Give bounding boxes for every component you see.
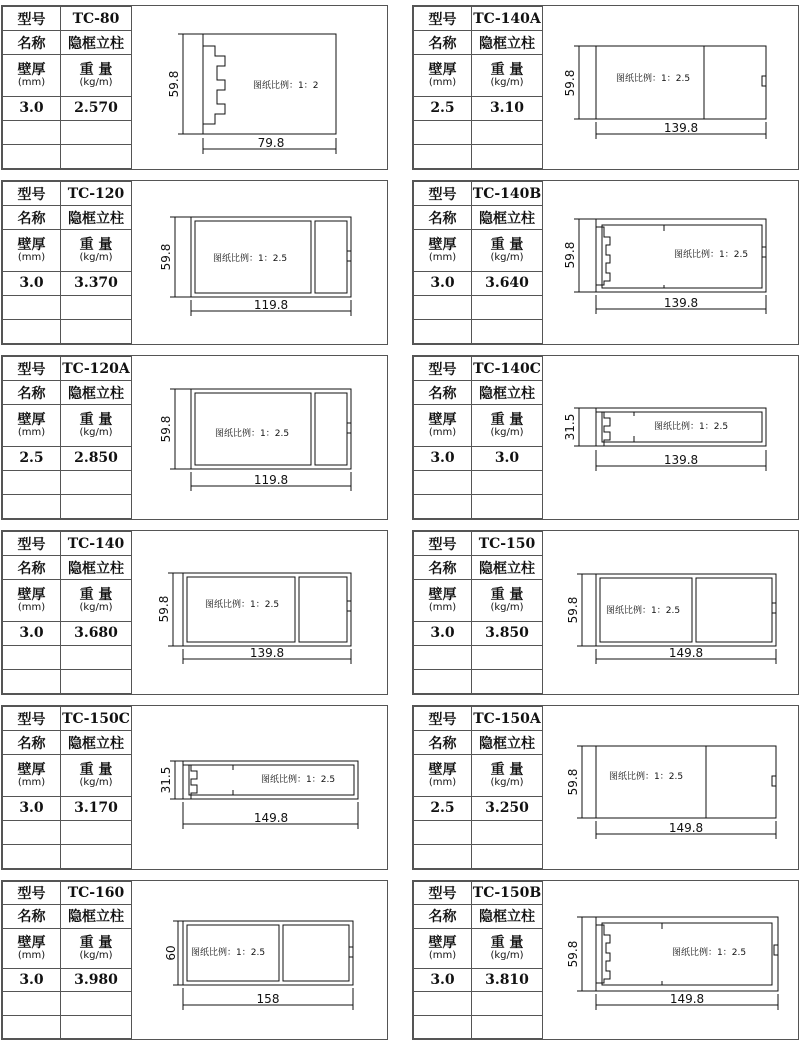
- model-value: TC-150B: [472, 882, 543, 905]
- weight-header: 重 量 (kg/m): [61, 230, 132, 272]
- height-dimension: 31.5: [159, 766, 173, 794]
- profile-drawing: [544, 531, 798, 694]
- empty-cell: [61, 319, 132, 343]
- empty-cell: [414, 820, 472, 844]
- profile-drawing: [544, 6, 798, 169]
- profile-drawing: [544, 356, 798, 519]
- name-label: 名称: [3, 731, 61, 755]
- thickness-value: 3.0: [3, 796, 61, 820]
- height-dimension: 31.5: [563, 413, 577, 441]
- profile-drawing: [544, 881, 798, 1039]
- empty-cell: [414, 1015, 472, 1038]
- weight-header: 重 量 (kg/m): [472, 230, 543, 272]
- name-value: 隐框立柱: [472, 556, 543, 580]
- height-dimension: 59.8: [563, 241, 577, 269]
- empty-cell: [472, 645, 543, 669]
- empty-cell: [3, 144, 61, 168]
- empty-cell: [472, 295, 543, 319]
- width-dimension: 139.8: [663, 453, 699, 467]
- thickness-header: 壁厚 (mm): [3, 580, 61, 622]
- name-value: 隐框立柱: [472, 731, 543, 755]
- weight-value: 3.10: [472, 96, 543, 120]
- profile-card: [1, 530, 388, 695]
- thickness-value: 3.0: [3, 96, 61, 120]
- scale-note: 图纸比例：1：2.5: [606, 606, 681, 616]
- weight-header: 重 量 (kg/m): [61, 928, 132, 968]
- spec-table: [2, 181, 132, 344]
- height-dimension: 59.8: [566, 940, 580, 968]
- model-label: 型号: [414, 882, 472, 905]
- width-dimension: 139.8: [663, 296, 699, 310]
- weight-header: 重 量 (kg/m): [61, 55, 132, 97]
- empty-cell: [3, 319, 61, 343]
- scale-note: 图纸比例：1：2.5: [616, 74, 691, 84]
- weight-header: 重 量 (kg/m): [472, 755, 543, 797]
- height-dimension: 59.8: [159, 415, 173, 443]
- model-label: 型号: [414, 532, 472, 556]
- profile-card: [412, 530, 799, 695]
- spec-table: [2, 531, 132, 694]
- model-value: TC-140: [61, 532, 132, 556]
- empty-cell: [3, 844, 61, 868]
- scale-note: 图纸比例：1：2.5: [205, 600, 280, 610]
- height-dimension: 59.8: [159, 243, 173, 271]
- empty-cell: [414, 992, 472, 1015]
- name-value: 隐框立柱: [61, 31, 132, 55]
- spec-table: [2, 356, 132, 519]
- empty-cell: [3, 1015, 61, 1038]
- empty-cell: [472, 844, 543, 868]
- scale-note: 图纸比例：1：2.5: [672, 948, 747, 958]
- thickness-header: 壁厚 (mm): [414, 55, 472, 97]
- empty-cell: [61, 992, 132, 1015]
- name-label: 名称: [3, 206, 61, 230]
- profile-drawing: [133, 6, 387, 169]
- empty-cell: [472, 319, 543, 343]
- empty-cell: [414, 844, 472, 868]
- model-value: TC-140C: [472, 357, 543, 381]
- name-value: 隐框立柱: [61, 206, 132, 230]
- model-value: TC-160: [61, 882, 132, 905]
- profile-card: [412, 880, 799, 1040]
- weight-header: 重 量 (kg/m): [472, 55, 543, 97]
- empty-cell: [414, 319, 472, 343]
- width-dimension: 149.8: [668, 821, 704, 835]
- model-label: 型号: [3, 357, 61, 381]
- height-dimension: 60: [164, 945, 178, 961]
- name-label: 名称: [3, 905, 61, 928]
- name-label: 名称: [3, 381, 61, 405]
- weight-value: 3.850: [472, 621, 543, 645]
- width-dimension: 119.8: [253, 298, 289, 312]
- spec-table: [2, 881, 132, 1039]
- thickness-value: 2.5: [414, 796, 472, 820]
- spec-table: [413, 181, 543, 344]
- empty-cell: [3, 820, 61, 844]
- profile-drawing: [133, 531, 387, 694]
- name-label: 名称: [414, 731, 472, 755]
- model-label: 型号: [3, 707, 61, 731]
- empty-cell: [61, 144, 132, 168]
- model-value: TC-140B: [472, 182, 543, 206]
- height-dimension: 59.8: [566, 768, 580, 796]
- name-value: 隐框立柱: [61, 556, 132, 580]
- profile-drawing: [133, 881, 387, 1039]
- model-label: 型号: [3, 532, 61, 556]
- spec-table: [2, 706, 132, 869]
- weight-header: 重 量 (kg/m): [472, 580, 543, 622]
- profile-card: [1, 355, 388, 520]
- thickness-header: 壁厚 (mm): [414, 580, 472, 622]
- weight-value: 3.640: [472, 271, 543, 295]
- thickness-value: 3.0: [414, 446, 472, 470]
- empty-cell: [3, 645, 61, 669]
- empty-cell: [414, 144, 472, 168]
- profile-card: [412, 5, 799, 170]
- height-dimension: 59.8: [157, 595, 171, 623]
- name-value: 隐框立柱: [472, 381, 543, 405]
- scale-note: 图纸比例：1：2.5: [654, 422, 729, 432]
- empty-cell: [3, 295, 61, 319]
- width-dimension: 158: [256, 992, 280, 1006]
- height-dimension: 59.8: [566, 596, 580, 624]
- model-label: 型号: [414, 357, 472, 381]
- thickness-header: 壁厚 (mm): [3, 230, 61, 272]
- scale-note: 图纸比例：1：2.5: [213, 254, 288, 264]
- weight-value: 3.170: [61, 796, 132, 820]
- empty-cell: [414, 494, 472, 518]
- model-value: TC-80: [61, 7, 132, 31]
- spec-table: [413, 356, 543, 519]
- empty-cell: [61, 295, 132, 319]
- thickness-header: 壁厚 (mm): [3, 55, 61, 97]
- empty-cell: [414, 470, 472, 494]
- weight-value: 3.250: [472, 796, 543, 820]
- spec-table: [413, 881, 543, 1039]
- name-label: 名称: [414, 381, 472, 405]
- thickness-header: 壁厚 (mm): [3, 405, 61, 447]
- name-value: 隐框立柱: [472, 31, 543, 55]
- weight-value: 3.810: [472, 968, 543, 991]
- empty-cell: [3, 992, 61, 1015]
- model-value: TC-140A: [472, 7, 543, 31]
- empty-cell: [3, 494, 61, 518]
- empty-cell: [61, 844, 132, 868]
- name-label: 名称: [3, 556, 61, 580]
- thickness-value: 2.5: [414, 96, 472, 120]
- profile-drawing: [544, 181, 798, 344]
- width-dimension: 149.8: [669, 992, 705, 1006]
- scale-note: 图纸比例：1：2.5: [191, 948, 266, 958]
- weight-value: 3.980: [61, 968, 132, 991]
- empty-cell: [472, 992, 543, 1015]
- name-label: 名称: [414, 31, 472, 55]
- scale-note: 图纸比例：1：2.5: [261, 775, 336, 785]
- weight-header: 重 量 (kg/m): [61, 580, 132, 622]
- spec-table: [413, 706, 543, 869]
- profile-drawing: [544, 706, 798, 869]
- name-value: 隐框立柱: [61, 381, 132, 405]
- thickness-value: 2.5: [3, 446, 61, 470]
- thickness-header: 壁厚 (mm): [414, 405, 472, 447]
- height-dimension: 59.8: [167, 70, 181, 98]
- model-label: 型号: [3, 882, 61, 905]
- width-dimension: 119.8: [253, 473, 289, 487]
- name-label: 名称: [414, 556, 472, 580]
- model-value: TC-150A: [472, 707, 543, 731]
- empty-cell: [472, 669, 543, 693]
- thickness-value: 3.0: [414, 968, 472, 991]
- weight-value: 2.850: [61, 446, 132, 470]
- profile-card: [1, 180, 388, 345]
- weight-value: 3.370: [61, 271, 132, 295]
- empty-cell: [472, 120, 543, 144]
- empty-cell: [3, 470, 61, 494]
- profile-card: [1, 705, 388, 870]
- name-value: 隐框立柱: [472, 206, 543, 230]
- scale-note: 图纸比例：1：2.5: [674, 250, 749, 260]
- thickness-value: 3.0: [3, 271, 61, 295]
- empty-cell: [61, 120, 132, 144]
- name-label: 名称: [3, 31, 61, 55]
- weight-header: 重 量 (kg/m): [472, 405, 543, 447]
- model-value: TC-150C: [61, 707, 132, 731]
- empty-cell: [472, 1015, 543, 1038]
- empty-cell: [472, 144, 543, 168]
- empty-cell: [414, 669, 472, 693]
- spec-table: [413, 6, 543, 169]
- profile-outline: [596, 746, 776, 818]
- spec-table: [2, 6, 132, 169]
- thickness-header: 壁厚 (mm): [414, 230, 472, 272]
- scale-note: 图纸比例：1：2.5: [609, 772, 684, 782]
- name-value: 隐框立柱: [472, 905, 543, 928]
- profile-card: [1, 880, 388, 1040]
- model-value: TC-120A: [61, 357, 132, 381]
- scale-note: 图纸比例：1：2: [253, 81, 319, 91]
- model-label: 型号: [414, 182, 472, 206]
- empty-cell: [61, 1015, 132, 1038]
- name-label: 名称: [414, 905, 472, 928]
- profile-card: [1, 5, 388, 170]
- empty-cell: [3, 669, 61, 693]
- profile-card: [412, 355, 799, 520]
- name-value: 隐框立柱: [61, 905, 132, 928]
- model-value: TC-120: [61, 182, 132, 206]
- empty-cell: [61, 645, 132, 669]
- model-value: TC-150: [472, 532, 543, 556]
- profile-card: [412, 705, 799, 870]
- empty-cell: [61, 669, 132, 693]
- empty-cell: [3, 120, 61, 144]
- profile-drawing: [133, 181, 387, 344]
- model-label: 型号: [3, 7, 61, 31]
- weight-value: 3.680: [61, 621, 132, 645]
- height-dimension: 59.8: [563, 69, 577, 97]
- model-label: 型号: [3, 182, 61, 206]
- thickness-header: 壁厚 (mm): [3, 755, 61, 797]
- thickness-header: 壁厚 (mm): [414, 755, 472, 797]
- model-label: 型号: [414, 7, 472, 31]
- thickness-header: 壁厚 (mm): [3, 928, 61, 968]
- profile-drawing: [133, 356, 387, 519]
- name-label: 名称: [414, 206, 472, 230]
- empty-cell: [472, 470, 543, 494]
- model-label: 型号: [414, 707, 472, 731]
- empty-cell: [61, 470, 132, 494]
- width-dimension: 149.8: [668, 646, 704, 660]
- weight-value: 3.0: [472, 446, 543, 470]
- profile-card: [412, 180, 799, 345]
- name-value: 隐框立柱: [61, 731, 132, 755]
- weight-value: 2.570: [61, 96, 132, 120]
- thickness-value: 3.0: [3, 968, 61, 991]
- empty-cell: [61, 820, 132, 844]
- width-dimension: 139.8: [663, 121, 699, 135]
- weight-header: 重 量 (kg/m): [61, 755, 132, 797]
- thickness-value: 3.0: [3, 621, 61, 645]
- empty-cell: [472, 820, 543, 844]
- thickness-value: 3.0: [414, 621, 472, 645]
- weight-header: 重 量 (kg/m): [472, 928, 543, 968]
- empty-cell: [472, 494, 543, 518]
- width-dimension: 139.8: [249, 646, 285, 660]
- spec-table: [413, 531, 543, 694]
- width-dimension: 149.8: [253, 811, 289, 825]
- empty-cell: [414, 295, 472, 319]
- profile-slot: [203, 46, 225, 124]
- empty-cell: [61, 494, 132, 518]
- scale-note: 图纸比例：1：2.5: [215, 429, 290, 439]
- width-dimension: 79.8: [257, 136, 285, 150]
- thickness-value: 3.0: [414, 271, 472, 295]
- empty-cell: [414, 120, 472, 144]
- profile-drawing: [133, 706, 387, 869]
- thickness-header: 壁厚 (mm): [414, 928, 472, 968]
- empty-cell: [414, 645, 472, 669]
- weight-header: 重 量 (kg/m): [61, 405, 132, 447]
